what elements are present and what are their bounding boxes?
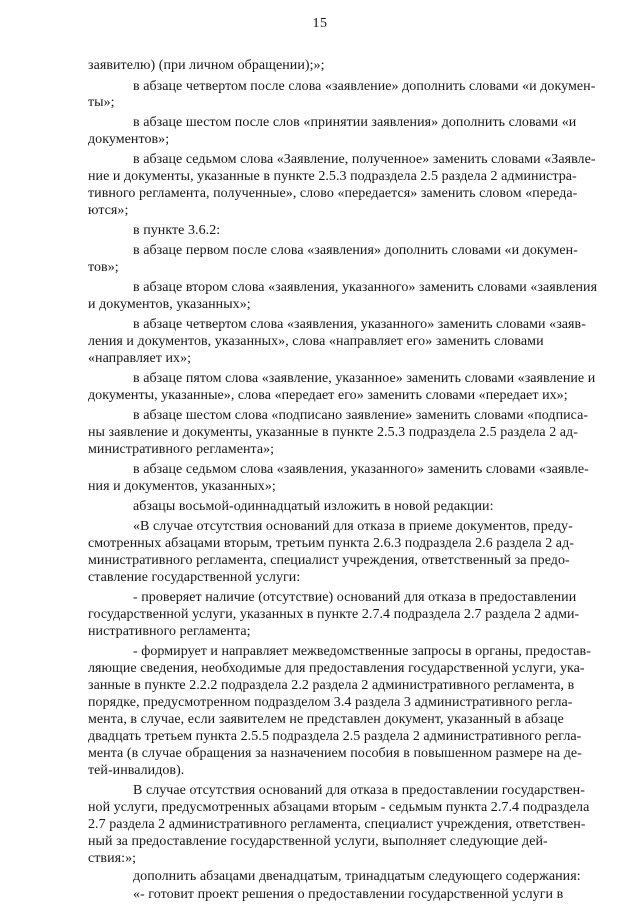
text-line: «В случае отсутствия оснований для отказа в приеме документов, преду-	[133, 519, 573, 534]
text-line: заявителю) (при личном обращении);»;	[88, 58, 325, 73]
text-line: в абзаце четвертом после слова «заявление» дополнить словами «и докумен-	[133, 79, 596, 94]
text-line: смотренных абзацами вторым, третьим пункта 2.6.3 подраздела 2.6 раздела 2 ад-	[88, 536, 574, 551]
text-line: - проверяет наличие (отсутствие) оснований для отказа в предоставлении	[133, 590, 577, 605]
text-line: ты»;	[88, 95, 115, 110]
text-line: мента, в случае, если заявителем не представлен документ, указанный в абзаце	[88, 712, 564, 727]
text-line: нистративного регламента;	[88, 624, 251, 639]
text-line: В случае отсутствия оснований для отказа в предоставлении государствен-	[133, 783, 585, 798]
text-line: 2.7 раздела 2 административного регламента, специалист учреждения, ответствен-	[88, 817, 586, 832]
text-line: ния и документов, указанных»;	[88, 479, 276, 494]
text-line: «направляет их»;	[88, 351, 192, 366]
page-number: 15	[312, 16, 328, 31]
text-line: - формирует и направляет межведомственные запросы в органы, предостав-	[133, 644, 591, 659]
text-line: в абзаце шестом после слов «принятии заявления» дополнить словами «и	[133, 115, 577, 130]
text-line: ной услуги, предусмотренных абзацами вторым - седьмым пункта 2.7.4 подраздела	[88, 800, 590, 815]
text-line: дополнить абзацами двенадцатым, тринадцатым следующего содержания:	[133, 869, 581, 884]
text-line: двадцать третьем пункта 2.5.5 подраздела 2.5 раздела 2 административного регла-	[88, 729, 582, 744]
text-line: в абзаце шестом слова «подписано заявление» заменить словами «подписа-	[133, 408, 589, 423]
text-line: в абзаце пятом слова «заявление, указанное» заменить словами «заявление и	[133, 371, 596, 386]
text-line: ления и документов, указанных», слова «направляет его» заменить словами	[88, 334, 544, 349]
text-line: в пункте 3.6.2:	[133, 223, 221, 238]
text-line: ляющие сведения, необходимые для предоставления государственной услуги, ука-	[88, 661, 585, 676]
text-line: в абзаце четвертом слова «заявления, указанного» заменить словами «заяв-	[133, 317, 586, 332]
text-line: ны заявление и документы, указанные в пункте 2.5.3 подраздела 2.5 раздела 2 ад-	[88, 425, 578, 440]
text-line: абзацы восьмой-одиннадцатый изложить в новой редакции:	[133, 499, 494, 514]
text-line: в абзаце седьмом слова «Заявление, полученное» заменить словами «Заявле-	[133, 152, 596, 167]
text-line: «- готовит проект решения о предоставлении государственной услуги в	[133, 887, 564, 902]
text-line: министративного регламента»;	[88, 442, 275, 457]
text-line: тов»;	[88, 260, 119, 275]
text-line: тивного регламента, полученные», слово «передается» заменить словом «переда-	[88, 186, 578, 201]
text-line: ются»;	[88, 203, 129, 218]
text-line: занные в пункте 2.2.2 подраздела 2.2 раздела 2 административного регламента, в	[88, 678, 575, 693]
text-line: государственной услуги, указанных в пункте 2.7.4 подраздела 2.7 раздела 2 адми-	[88, 607, 580, 622]
text-line: ствия:»;	[88, 851, 137, 866]
text-line: документы, указанные», слова «передает его» заменить словами «передает их»;	[88, 388, 568, 403]
text-line: министративного регламента, специалист учреждения, ответственный за предо-	[88, 553, 570, 568]
text-line: ный за предоставление государственной услуги, выполняет следующие дей-	[88, 834, 548, 849]
text-line: в абзаце втором слова «заявления, указанного» заменить словами «заявления	[133, 280, 598, 295]
text-line: мента (в случае обращения за назначением пособия в повышенном размере на де-	[88, 746, 582, 761]
text-line: ние и документы, указанные в пункте 2.5.3 подраздела 2.5 раздела 2 админиcтра-	[88, 169, 577, 184]
text-line: в абзаце первом после слова «заявления» дополнить словами «и докумен-	[133, 243, 578, 258]
text-line: тей-инвалидов).	[88, 763, 185, 778]
text-line: в абзаце седьмом слова «заявления, указанного» заменить словами «заявле-	[133, 462, 589, 477]
text-line: документов»;	[88, 132, 170, 147]
text-line: порядке, предусмотренном подразделом 3.4 раздела 3 административного регла-	[88, 695, 573, 710]
text-line: и документов, указанных»;	[88, 297, 251, 312]
text-line: ставление государственной услуги:	[88, 570, 301, 585]
